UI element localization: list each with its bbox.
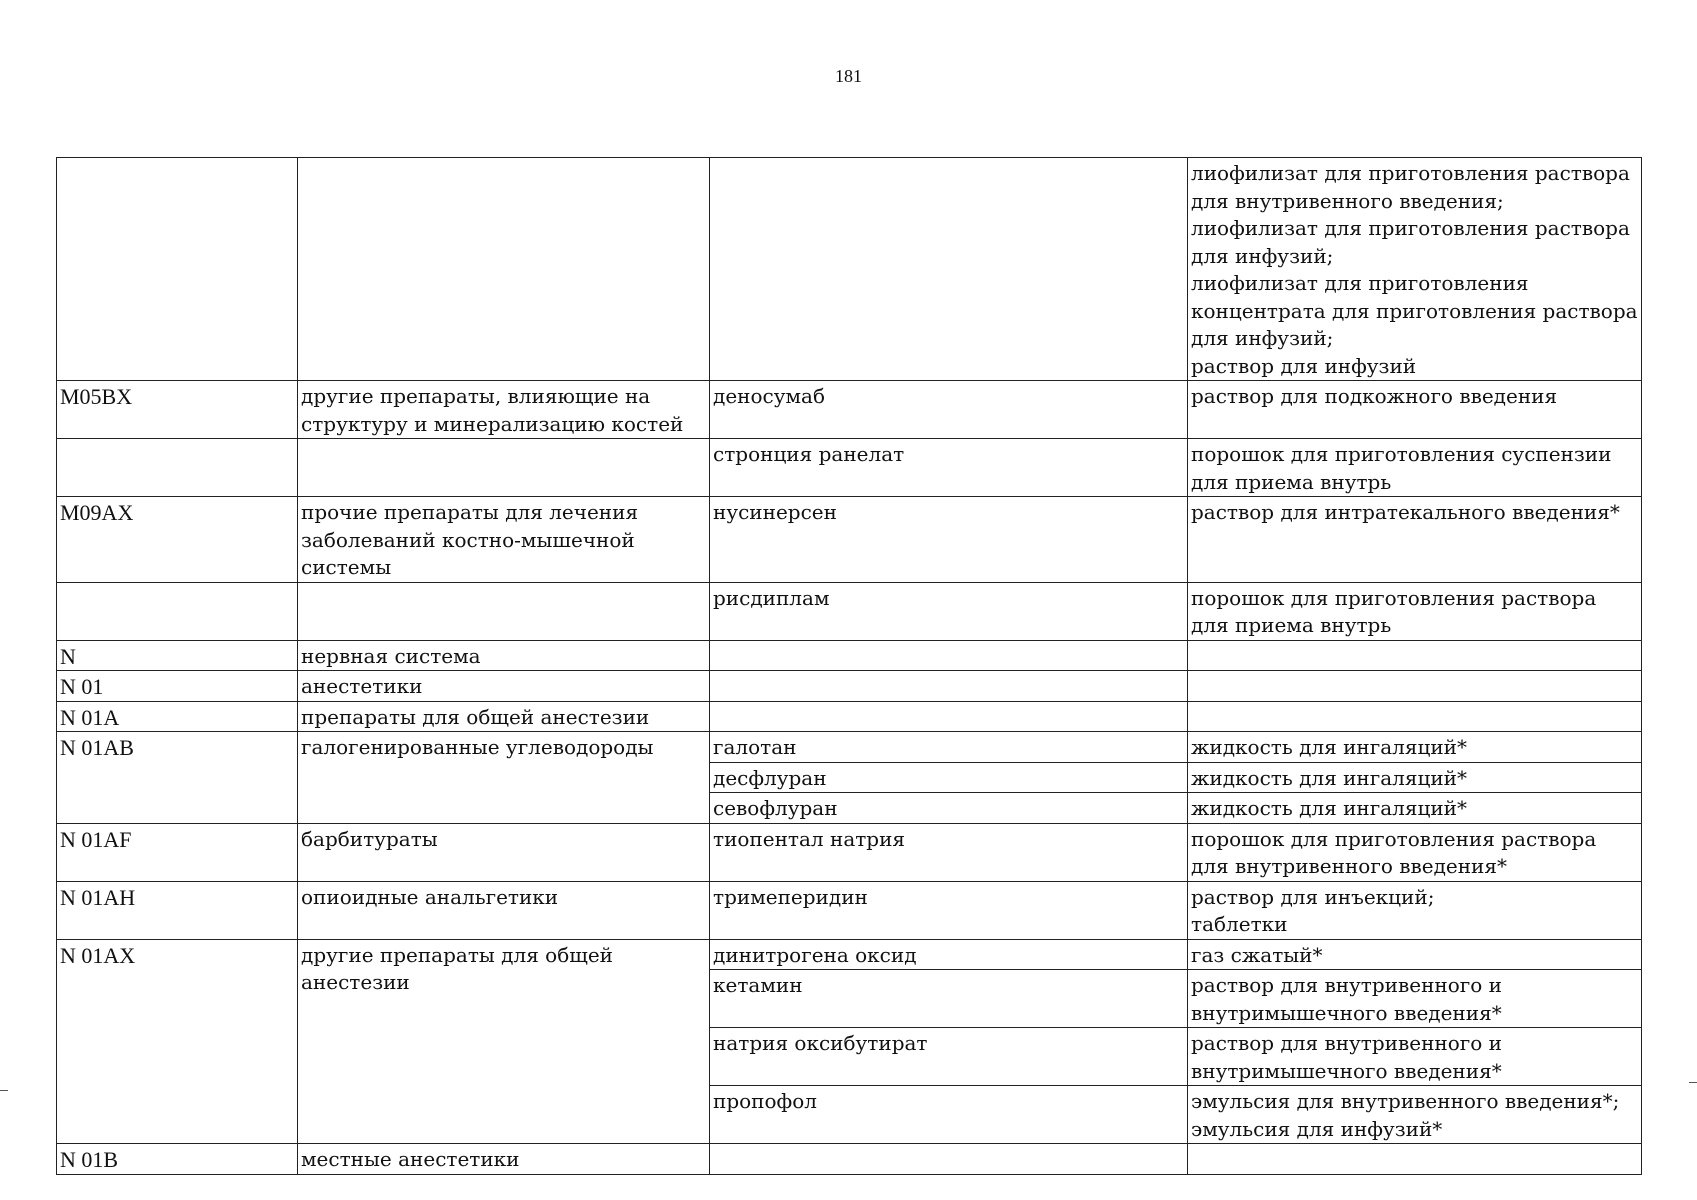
drug-name-cell: стронция ранелат xyxy=(710,439,1188,497)
table-row xyxy=(57,671,1642,702)
table-row xyxy=(57,881,1642,939)
dosage-form-cell xyxy=(1188,732,1642,763)
table-row xyxy=(57,823,1642,881)
dosage-form-cell xyxy=(1188,1086,1642,1144)
atc-code-cell: N 01AX xyxy=(57,939,298,1144)
table-row xyxy=(57,381,1642,439)
drug-name-cell: тримеперидин xyxy=(710,881,1188,939)
scan-edge-mark xyxy=(0,1090,8,1091)
drug-name-cell: галотан xyxy=(710,732,1188,763)
table-row xyxy=(57,640,1642,671)
group-cell: барбитураты xyxy=(298,823,710,881)
scan-edge-mark xyxy=(1689,1082,1697,1083)
table-row xyxy=(57,439,1642,497)
drug-name-cell: тиопентал натрия xyxy=(710,823,1188,881)
atc-code-cell: N 01AH xyxy=(57,881,298,939)
group-cell xyxy=(298,582,710,640)
dosage-form: раствор для внутривенного и внутримышечного введения* xyxy=(1191,973,1503,1025)
dosage-form: лиофилизат для приготовления раствора для инфузий; xyxy=(1191,216,1630,268)
group-cell: препараты для общей анестезии xyxy=(298,701,710,732)
atc-code-cell: M09AX xyxy=(57,497,298,583)
dosage-form-cell xyxy=(1188,793,1642,824)
group-cell: местные анестетики xyxy=(298,1144,710,1175)
dosage-form-cell xyxy=(1188,881,1642,939)
dosage-form-cell xyxy=(1188,640,1642,671)
atc-code-cell: N 01AB xyxy=(57,732,298,824)
dosage-form: жидкость для ингаляций* xyxy=(1191,796,1467,820)
dosage-form: лиофилизат для приготовления раствора для внутривенного введения; xyxy=(1191,161,1630,213)
dosage-form-cell xyxy=(1188,671,1642,702)
group-cell: опиоидные анальгетики xyxy=(298,881,710,939)
dosage-form: раствор для внутривенного и внутримышечного введения* xyxy=(1191,1031,1503,1083)
atc-code-cell: M05BX xyxy=(57,381,298,439)
dosage-form: жидкость для ингаляций* xyxy=(1191,765,1467,790)
drug-name-cell: кетамин xyxy=(710,970,1188,1028)
table-row xyxy=(57,582,1642,640)
dosage-form: порошок для приготовления раствора для внутривенного введения* xyxy=(1191,826,1597,878)
drug-name-cell: деносумаб xyxy=(710,381,1188,439)
table-row xyxy=(57,701,1642,732)
dosage-form-cell xyxy=(1188,1028,1642,1086)
atc-code-cell: N 01B xyxy=(57,1144,298,1175)
group-cell xyxy=(298,158,710,381)
drug-table xyxy=(56,157,1642,1175)
page-number: 181 xyxy=(835,66,862,86)
group-cell xyxy=(298,439,710,497)
dosage-form-cell xyxy=(1188,439,1642,497)
dosage-form: лиофилизат для приготовления концентрата для приготовления раствора для инфузий; xyxy=(1191,271,1638,350)
atc-code-cell: N 01 xyxy=(57,671,298,702)
drug-name-cell xyxy=(710,701,1188,732)
table-row xyxy=(57,1144,1642,1175)
drug-name-cell: динитрогена оксид xyxy=(710,939,1188,970)
dosage-form-cell xyxy=(1188,701,1642,732)
dosage-form: эмульсия для инфузий* xyxy=(1191,1116,1443,1141)
dosage-form-cell xyxy=(1188,939,1642,970)
group-cell: другие препараты для общей анестезии xyxy=(298,939,710,1144)
dosage-form: жидкость для ингаляций* xyxy=(1191,735,1467,759)
dosage-form: раствор для интратекального введения* xyxy=(1191,500,1620,524)
table-row xyxy=(57,939,1642,970)
dosage-form-cell xyxy=(1188,497,1642,583)
atc-code-cell xyxy=(57,439,298,497)
dosage-form: раствор для инъекций; xyxy=(1191,884,1435,909)
group-cell: анестетики xyxy=(298,671,710,702)
atc-code-cell: N 01AF xyxy=(57,823,298,881)
atc-code-cell: N xyxy=(57,640,298,671)
drug-name-cell: рисдиплам xyxy=(710,582,1188,640)
drug-name-cell: пропофол xyxy=(710,1086,1188,1144)
drug-name-cell: севофлуран xyxy=(710,793,1188,824)
group-cell: другие препараты, влияющие на структуру и минерализацию костей xyxy=(298,381,710,439)
dosage-form-cell xyxy=(1188,381,1642,439)
drug-name-cell: нусинерсен xyxy=(710,497,1188,583)
table-row xyxy=(57,497,1642,583)
dosage-form-cell xyxy=(1188,762,1642,793)
dosage-form-cell xyxy=(1188,823,1642,881)
drug-name-cell xyxy=(710,158,1188,381)
dosage-form: газ сжатый* xyxy=(1191,942,1323,967)
dosage-form: порошок для приготовления суспензии для приема внутрь xyxy=(1191,442,1612,494)
atc-code-cell xyxy=(57,158,298,381)
dosage-form-cell xyxy=(1188,1144,1642,1175)
drug-name-cell xyxy=(710,1144,1188,1175)
drug-name-cell xyxy=(710,671,1188,702)
dosage-form: порошок для приготовления раствора для приема внутрь xyxy=(1191,585,1597,637)
dosage-form-cell xyxy=(1188,158,1642,381)
atc-code-cell xyxy=(57,582,298,640)
dosage-form: эмульсия для внутривенного введения*; xyxy=(1191,1089,1620,1113)
drug-name-cell xyxy=(710,640,1188,671)
group-cell: галогенированные углеводороды xyxy=(298,732,710,824)
dosage-form: раствор для подкожного введения xyxy=(1191,384,1558,408)
table-row xyxy=(57,732,1642,763)
atc-code-cell: N 01A xyxy=(57,701,298,732)
table-row xyxy=(57,158,1642,381)
dosage-form: таблетки xyxy=(1191,912,1288,936)
drug-name-cell: натрия оксибутират xyxy=(710,1028,1188,1086)
group-cell: нервная система xyxy=(298,640,710,671)
dosage-form-cell xyxy=(1188,970,1642,1028)
group-cell: прочие препараты для лечения заболеваний костно-мышечной системы xyxy=(298,497,710,583)
dosage-form-cell xyxy=(1188,582,1642,640)
drug-name-cell: десфлуран xyxy=(710,762,1188,793)
dosage-form: раствор для инфузий xyxy=(1191,353,1417,378)
